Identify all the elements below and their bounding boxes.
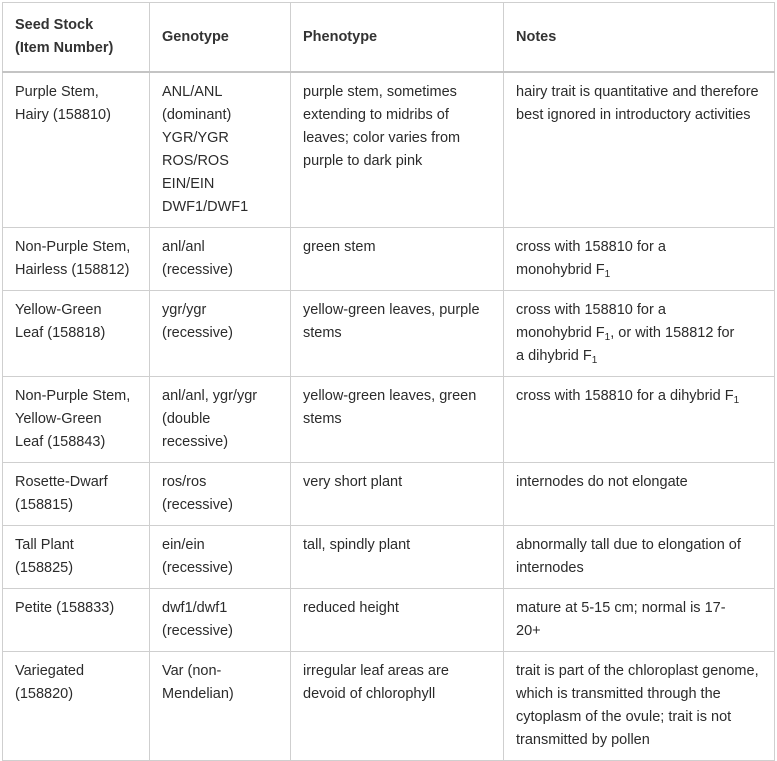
cell-phenotype: irregular leaf areas are devoid of chlorophyll	[291, 652, 504, 761]
cell-genotype: dwf1/dwf1 (recessive)	[150, 589, 291, 652]
note-text: abnormally tall due to elongation of internodes	[516, 537, 741, 576]
note-subscript: 1	[604, 332, 611, 343]
note-subscript: 1	[733, 395, 740, 406]
cell-phenotype: purple stem, sometimes extending to midribs of leaves; color varies from purple to dark pink	[291, 72, 504, 228]
header-notes: Notes	[504, 3, 775, 73]
header-genotype: Genotype	[150, 3, 291, 73]
cell-genotype: ein/ein (recessive)	[150, 526, 291, 589]
cell-seed-stock: Non-Purple Stem, Hairless (158812)	[3, 228, 150, 291]
cell-notes	[504, 463, 775, 526]
table-header-row	[3, 3, 775, 73]
note-text: mature at 5-15 cm; normal is 17- 20+	[516, 600, 726, 639]
header-seed-stock: Seed Stock (Item Number)	[3, 3, 150, 73]
note-text: cross with 158810 for a dihybrid F	[516, 388, 734, 404]
note-subscript: 1	[604, 269, 611, 280]
cell-phenotype: yellow-green leaves, purple stems	[291, 291, 504, 377]
note-text: cross with 158810 for a monohybrid F	[516, 239, 666, 278]
cell-genotype: anl/anl, ygr/ygr (double recessive)	[150, 377, 291, 463]
table-row	[3, 291, 775, 377]
cell-seed-stock: Yellow-Green Leaf (158818)	[3, 291, 150, 377]
note-text: cross with 158810 for a monohybrid F	[516, 302, 666, 341]
cell-phenotype: reduced height	[291, 589, 504, 652]
table-row	[3, 72, 775, 228]
cell-phenotype: very short plant	[291, 463, 504, 526]
cell-notes	[504, 652, 775, 761]
cell-genotype: Var (non- Mendelian)	[150, 652, 291, 761]
cell-genotype: anl/anl (recessive)	[150, 228, 291, 291]
cell-seed-stock: Petite (158833)	[3, 589, 150, 652]
cell-seed-stock: Variegated (158820)	[3, 652, 150, 761]
note-text: , or with 158812 for a dihybrid F	[516, 325, 735, 364]
cell-seed-stock: Rosette-Dwarf (158815)	[3, 463, 150, 526]
cell-notes	[504, 228, 775, 291]
cell-notes	[504, 72, 775, 228]
note-text: trait is part of the chloroplast genome, which is transmitted through the cytoplasm of the ovule; trait is not transmitted by pollen	[516, 663, 759, 748]
table-row	[3, 589, 775, 652]
note-text: internodes do not elongate	[516, 474, 688, 490]
cell-genotype: ros/ros (recessive)	[150, 463, 291, 526]
table-row	[3, 652, 775, 761]
cell-genotype: ygr/ygr (recessive)	[150, 291, 291, 377]
table-row	[3, 377, 775, 463]
note-text: hairy trait is quantitative and therefore best ignored in introductory activities	[516, 84, 759, 123]
table-row	[3, 228, 775, 291]
cell-seed-stock: Non-Purple Stem, Yellow-Green Leaf (158843)	[3, 377, 150, 463]
cell-notes	[504, 526, 775, 589]
cell-genotype: ANL/ANL (dominant) YGR/YGR ROS/ROS EIN/EIN DWF1/DWF1	[150, 72, 291, 228]
cell-phenotype: green stem	[291, 228, 504, 291]
cell-seed-stock: Purple Stem, Hairy (158810)	[3, 72, 150, 228]
cell-seed-stock: Tall Plant (158825)	[3, 526, 150, 589]
table-row	[3, 463, 775, 526]
note-subscript: 1	[591, 355, 598, 366]
cell-notes	[504, 291, 775, 377]
cell-notes	[504, 589, 775, 652]
table-row	[3, 526, 775, 589]
seed-stock-table	[2, 2, 775, 761]
cell-notes	[504, 377, 775, 463]
cell-phenotype: tall, spindly plant	[291, 526, 504, 589]
cell-phenotype: yellow-green leaves, green stems	[291, 377, 504, 463]
header-phenotype: Phenotype	[291, 3, 504, 73]
